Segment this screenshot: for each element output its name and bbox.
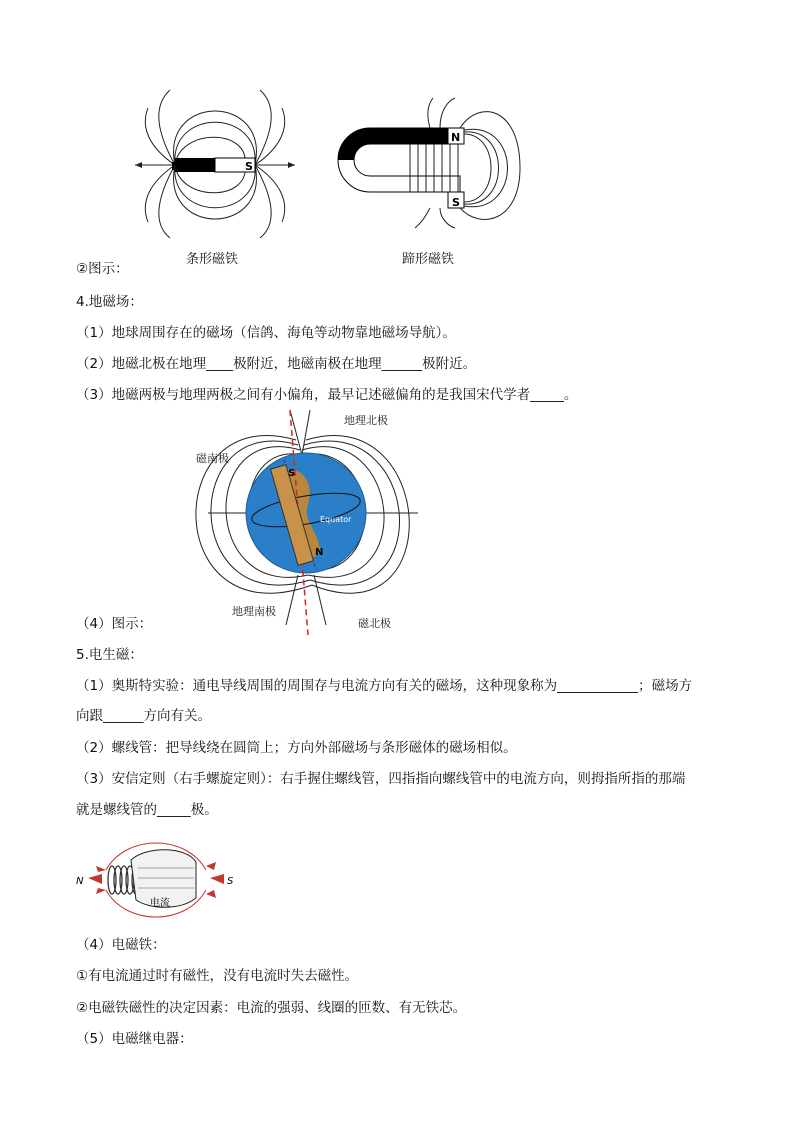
section-4-item-3: （3）地磁两极与地理两极之间有小偏角，最早记述磁偏角的是我国宋代学者_____。 bbox=[76, 387, 578, 403]
section-4-item-2: （2）地磁北极在地理____极附近，地磁南极在地理______极附近。 bbox=[76, 356, 477, 372]
earth-pole-s: S bbox=[288, 468, 296, 479]
horseshoe-magnet-caption: 蹄形磁铁 bbox=[402, 252, 455, 267]
solenoid-current-label: 电流 bbox=[150, 898, 170, 909]
solenoid-right-hand-figure bbox=[76, 838, 236, 922]
section-5-item-5: （5）电磁继电器： bbox=[76, 1031, 193, 1047]
section-5-item-4-1: ①有电流通过时有磁性，没有电流时失去磁性。 bbox=[76, 968, 359, 984]
bar-n-label: N bbox=[171, 160, 181, 173]
section-4-item-1: （1）地球周围存在的磁场（信鸽、海龟等动物靠地磁场导航）。 bbox=[76, 325, 456, 341]
mag-north-label: 磁北极 bbox=[358, 617, 391, 630]
section-5-item-1b: 向跟______方向有关。 bbox=[76, 708, 211, 724]
section-4-item-4: （4）图示： bbox=[76, 616, 153, 632]
section-4-title: 4.地磁场： bbox=[76, 294, 143, 310]
horseshoe-s-label: S bbox=[452, 196, 460, 209]
figure-label-2: ②图示： bbox=[76, 261, 129, 277]
geo-south-label: 地理南极 bbox=[232, 605, 276, 618]
mag-south-label: 磁南极 bbox=[196, 452, 229, 465]
section-5-item-1a: （1）奥斯特实验：通电导线周围的周围存与电流方向有关的磁场，这种现象称为____________；磁场方 bbox=[76, 678, 693, 694]
section-5-item-3a: （3）安信定则（右手螺旋定则）：右手握住螺线管，四指指向螺线管中的电流方向，则拇指所指的那端 bbox=[76, 771, 686, 787]
solenoid-n-label: N bbox=[76, 876, 84, 887]
section-5-item-4-2: ②电磁铁磁性的决定因素：电流的强弱、线圈的匝数、有无铁芯。 bbox=[76, 1000, 467, 1016]
geo-north-label: 地理北极 bbox=[344, 414, 388, 427]
bar-magnet-caption: 条形磁铁 bbox=[186, 252, 239, 267]
earth-pole-n: N bbox=[315, 547, 324, 558]
earth-magnetic-field-figure bbox=[190, 410, 430, 635]
horseshoe-n-label: N bbox=[451, 131, 461, 144]
horseshoe-magnet-figure bbox=[330, 98, 530, 228]
solenoid-s-label: S bbox=[227, 876, 234, 887]
earth-equator-label: Equator bbox=[320, 515, 352, 524]
section-5-item-4: （4）电磁铁： bbox=[76, 937, 166, 953]
bar-magnet-figure bbox=[130, 88, 300, 238]
bar-s-label: S bbox=[245, 160, 253, 173]
section-5-title: 5.电生磁： bbox=[76, 647, 143, 663]
section-5-item-2: （2）螺线管：把导线绕在圆筒上；方向外部磁场与条形磁体的磁场相似。 bbox=[76, 740, 517, 756]
section-5-item-3b: 就是螺线管的_____极。 bbox=[76, 802, 218, 818]
